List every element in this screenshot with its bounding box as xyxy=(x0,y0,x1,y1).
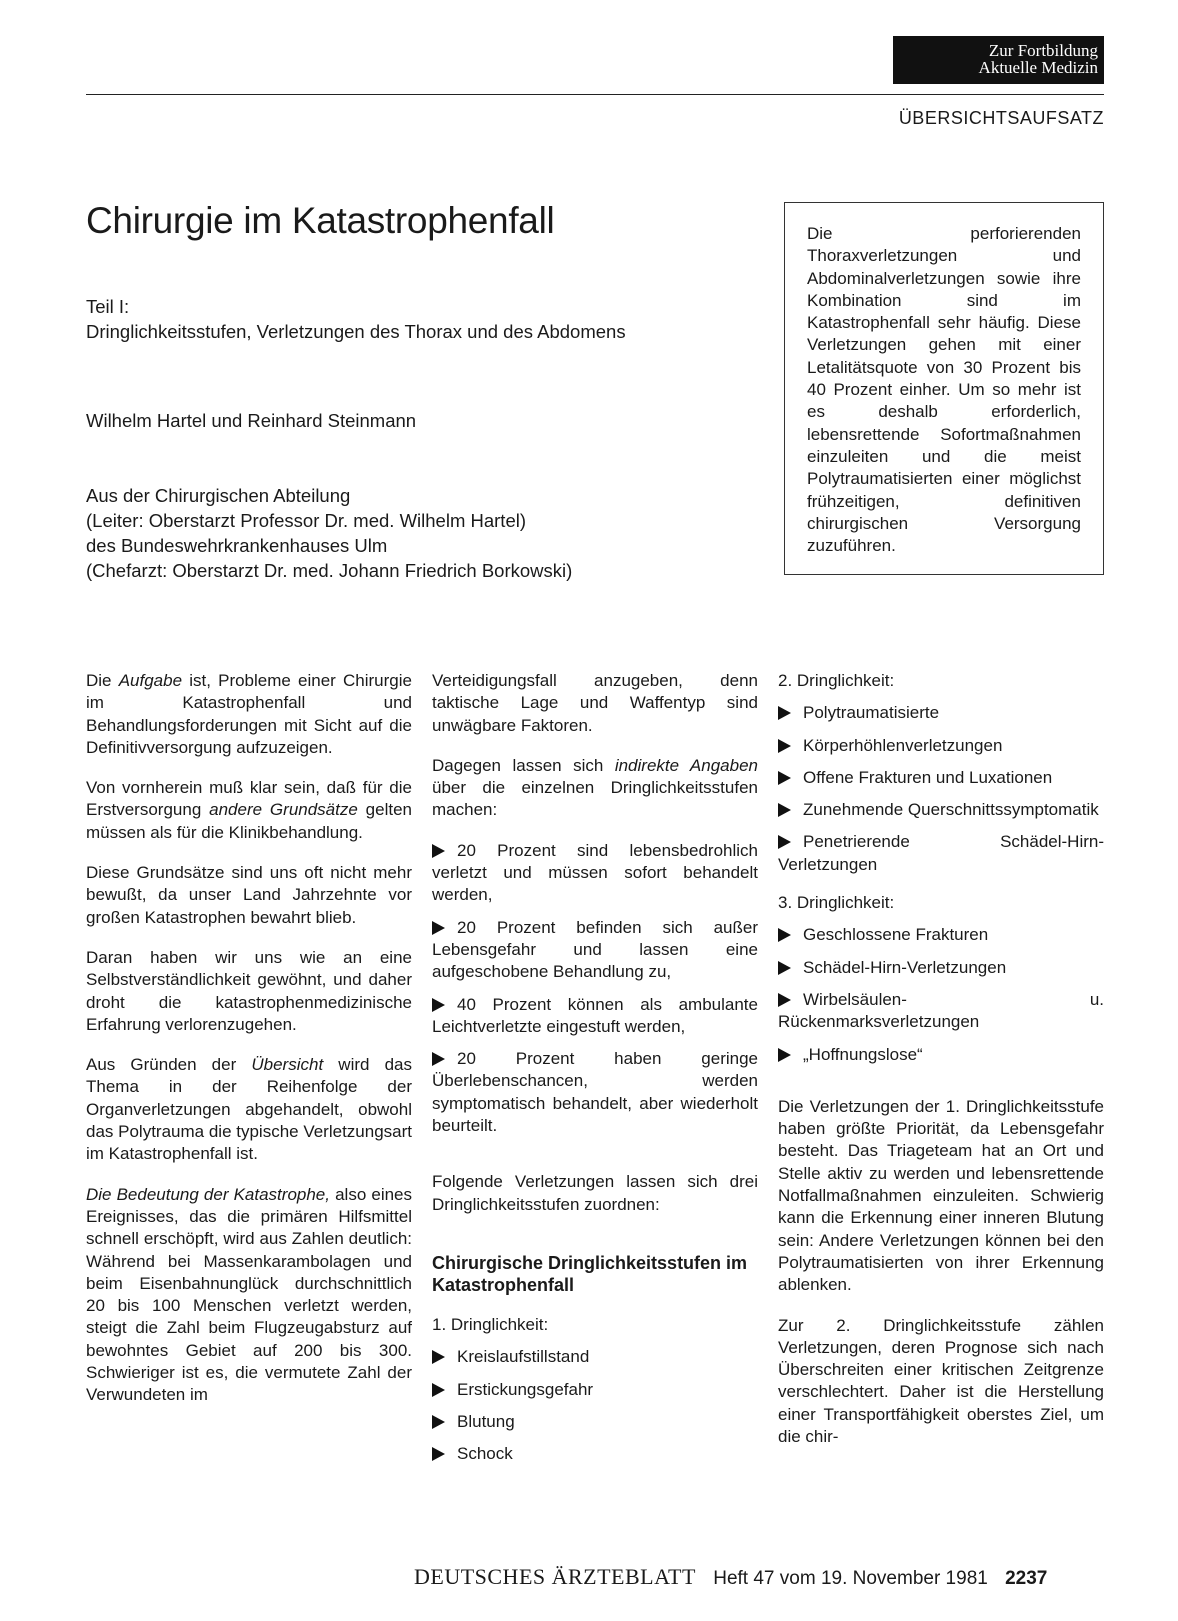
affiliation-line: (Chefarzt: Oberstarzt Dr. med. Johann Friedrich Borkowski) xyxy=(86,560,573,581)
arrow-bullet-icon xyxy=(432,1350,445,1364)
arrow-bullet-icon xyxy=(778,993,791,1007)
paragraph: Diese Grundsätze sind uns oft nicht mehr bewußt, da unser Land Jahrzehnte vor großen Katastrophen bewahrt blieb. xyxy=(86,863,412,927)
page-number: 2237 xyxy=(1005,1568,1048,1589)
part-label: Teil I: xyxy=(86,296,130,317)
text-column-2 xyxy=(432,670,758,1475)
arrow-bullet-icon xyxy=(432,1415,445,1429)
dringlichkeit-label: 2. Dringlichkeit: xyxy=(778,671,895,690)
arrow-bullet-icon xyxy=(778,803,791,817)
bullet-item: Geschlossene Frakturen xyxy=(778,924,1104,946)
issue-info: Heft 47 vom 19. November 1981 xyxy=(713,1568,988,1589)
page-footer xyxy=(414,1564,1104,1590)
bullet-item: 20 Prozent befinden sich außer Lebensgefahr und lassen eine aufgeschobene Behandlung zu, xyxy=(432,917,758,982)
badge-line-1: Zur Fortbildung xyxy=(988,41,1098,60)
bullet-item: „Hoffnungslose“ xyxy=(778,1044,1104,1066)
paragraph: Aus Gründen der Übersicht wird das Thema in der Reihenfolge der Organverletzungen abgehandelt, obwohl das Polytrauma die typische Verletzungsart im Katastrophenfall ist. xyxy=(86,1055,413,1164)
paragraph: Daran haben wir uns wie an eine Selbstverständlichkeit gewöhnt, und daher droht die katastrophenmedizinische Erfahrung verlorenzugehen. xyxy=(86,947,412,1034)
arrow-bullet-icon xyxy=(432,1383,445,1397)
bullet-item: Penetrierende Schädel-Hirn-Verletzungen xyxy=(778,832,1104,874)
bullet-item: Zunehmende Querschnittssymptomatik xyxy=(778,799,1104,821)
abstract-box: Die perforierenden Thoraxverletzungen und Abdominalverletzungen sowie ihre Kombination sind im Katastrophenfall sehr häufig. Diese Verletzungen gehen mit einer Letalitätsquote von 30 Prozent bis 40 Prozent einher. Um so mehr ist es deshalb erforderlich, lebensrettende Sofortmaßnahmen einzuleiten und die meist Polytraumatisierten einer möglichst frühzeitigen, definitiven chirurgischen Versorgung zuzuführen. xyxy=(784,202,1104,575)
bullet-item: Polytraumatisierte xyxy=(778,702,1104,724)
affiliation-line: (Leiter: Oberstarzt Professor Dr. med. Wilhelm Hartel) xyxy=(86,510,526,531)
article-subtitle xyxy=(86,294,626,344)
affiliation xyxy=(86,483,572,583)
bullet-item: Erstickungsgefahr xyxy=(432,1379,758,1401)
bullet-item: 20 Prozent haben geringe Überlebenschancen, werden symptomatisch behandelt, aber wiederholt beurteilt. xyxy=(432,1049,758,1136)
journal-name: DEUTSCHES ÄRZTEBLATT xyxy=(414,1564,696,1589)
arrow-bullet-icon xyxy=(778,1048,791,1062)
section-badge xyxy=(893,36,1104,84)
affiliation-line: Aus der Chirurgischen Abteilung xyxy=(86,485,351,506)
bullet-item: Kreislaufstillstand xyxy=(432,1346,758,1368)
header-rule xyxy=(86,94,1104,95)
paragraph: Die Verletzungen der 1. Dringlichkeitsstufe haben größte Priorität, da Lebensgefahr besteht. Das Triageteam hat an Ort und Stelle aktiv zu werden und lebensrettende Notfallmaßnahmen einzuleiten. Schwierig kann die Erkennung einer inneren Blutung sein: Andere Verletzungen können bei den Polytraumatisierten von ihrer Erkennung ablenken. xyxy=(778,1096,1104,1295)
dringlichkeit-label: 1. Dringlichkeit: xyxy=(432,1314,549,1334)
bullet-item: 20 Prozent sind lebensbedrohlich verletzt und müssen sofort behandelt werden, xyxy=(432,840,758,905)
paragraph: Folgende Verletzungen lassen sich drei Dringlichkeitsstufen zuordnen: xyxy=(432,1172,758,1214)
article-category: ÜBERSICHTSAUFSATZ xyxy=(898,108,1104,128)
bullet-item: Körperhöhlenverletzungen xyxy=(778,735,1104,757)
bullet-item: 40 Prozent können als ambulante Leichtverletzte eingestuft werden, xyxy=(432,994,758,1036)
subtitle-text: Dringlichkeitsstufen, Verletzungen des Thorax und des Abdomens xyxy=(86,321,626,342)
paragraph: Verteidigungsfall anzugeben, denn taktische Lage und Waffentyp sind unwägbare Faktoren. xyxy=(432,671,758,735)
bullet-item: Blutung xyxy=(432,1411,758,1433)
arrow-bullet-icon xyxy=(778,771,791,785)
bullet-item: Wirbelsäulen- u. Rückenmarksverletzungen xyxy=(778,989,1104,1032)
authors: Wilhelm Hartel und Reinhard Steinmann xyxy=(86,410,417,431)
dringlichkeit-label: 3. Dringlichkeit: xyxy=(778,893,895,913)
paragraph: Zur 2. Dringlichkeitsstufe zählen Verletzungen, deren Prognose sich nach Überschreiten einer kritischen Zeitgrenze verschlechtert. Daher ist die Herstellung einer Transportfähigkeit oberstes Ziel, um die chir- xyxy=(778,1315,1104,1447)
article-title: Chirurgie im Katastrophenfall xyxy=(86,200,555,241)
arrow-bullet-icon xyxy=(432,1447,445,1461)
arrow-bullet-icon xyxy=(778,739,791,753)
arrow-bullet-icon xyxy=(778,706,791,720)
paragraph: Von vornherein muß klar sein, daß für die Erstversorgung andere Grundsätze gelten müssen als für die Klinikbehandlung. xyxy=(86,778,413,842)
badge-line-2: Aktuelle Medizin xyxy=(978,58,1098,77)
paragraph: Die Aufgabe ist, Probleme einer Chirurgie im Katastrophenfall und Behandlungsforderungen mit Sicht auf die Definitivversorgung aufzuzeigen. xyxy=(86,671,412,757)
arrow-bullet-icon xyxy=(432,921,445,935)
paragraph: Die Bedeutung der Katastrophe, also eines Ereignisses, das die primären Hilfsmittel schnell erschöpft, wird aus Zahlen deutlich: Während bei Massenkarambolagen und beim Eisenbahnunglück durchschnittlich 20 bis 100 Menschen verletzt werden, steigt die Zahl beim Flugzeugabsturz auf bewohntes Gebiet auf 200 bis 300. Schwieriger ist es, die vermutete Zahl der Verwundeten im xyxy=(86,1184,413,1405)
bullet-item: Schock xyxy=(432,1443,758,1465)
arrow-bullet-icon xyxy=(778,961,791,975)
arrow-bullet-icon xyxy=(778,835,791,849)
text-column-1 xyxy=(86,670,412,1425)
text-column-3 xyxy=(778,670,1104,1466)
arrow-bullet-icon xyxy=(432,1052,445,1066)
bullet-item: Schädel-Hirn-Verletzungen xyxy=(778,957,1104,979)
section-heading: Chirurgische Dringlichkeitsstufen im Katastrophenfall xyxy=(432,1252,748,1295)
arrow-bullet-icon xyxy=(778,928,791,942)
bullet-item: Offene Frakturen und Luxationen xyxy=(778,767,1104,789)
affiliation-line: des Bundeswehrkrankenhauses Ulm xyxy=(86,535,388,556)
arrow-bullet-icon xyxy=(432,844,445,858)
paragraph: Dagegen lassen sich indirekte Angaben über die einzelnen Dringlichkeitsstufen machen: xyxy=(432,755,759,820)
arrow-bullet-icon xyxy=(432,998,445,1012)
